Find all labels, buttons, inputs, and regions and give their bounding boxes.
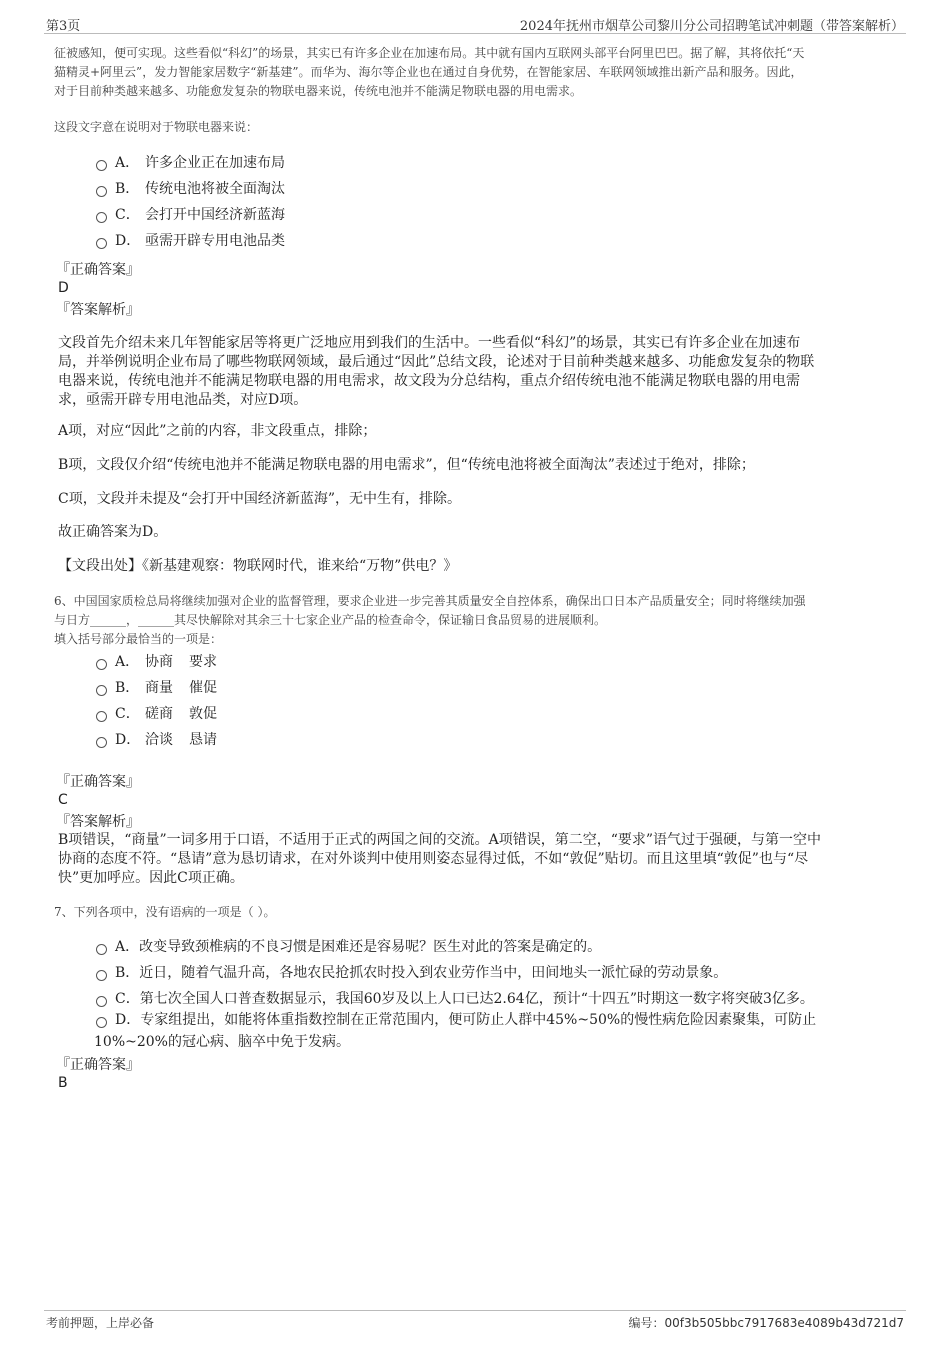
q5-conclusion: 故正确答案为D。 bbox=[58, 524, 168, 540]
q7-option-c[interactable] bbox=[96, 989, 814, 1009]
radio-icon[interactable] bbox=[96, 685, 107, 696]
analysis-line: B项错误，“商量”一词多用于口语，不适用于正式的两国之间的交流。A项错误，第二空，“要求”语气过于强硬，与第一空中 bbox=[58, 832, 822, 848]
option-letter: D． bbox=[115, 233, 141, 249]
analysis-line: 文段首先介绍未来几年智能家居等将更广泛地应用到我们的生活中。一些看似“科幻”的场景，其实已有许多企业在加速布 bbox=[58, 335, 801, 351]
q6-option-b[interactable] bbox=[96, 678, 217, 698]
option-word-1: 磋商 bbox=[145, 706, 173, 722]
q5-option-b[interactable] bbox=[96, 179, 285, 199]
analysis-line: 求，亟需开辟专用电池品类，对应D项。 bbox=[58, 392, 308, 408]
correct-answer: B bbox=[58, 1075, 68, 1091]
option-word-2: 敦促 bbox=[189, 706, 217, 722]
radio-icon[interactable] bbox=[96, 970, 107, 981]
document-id-code: 00f3b505bbc7917683e4089b43d721d7 bbox=[664, 1316, 904, 1330]
option-text: 亟需开辟专用电池品类 bbox=[145, 233, 285, 249]
option-letter: D． bbox=[115, 732, 141, 748]
q5-option-c[interactable] bbox=[96, 205, 285, 225]
header-divider bbox=[44, 33, 906, 34]
stem-line: 与日方______，______其尽快解除对其余三十七家企业产品的检查命令，保证输日食品贸易的进展顺利。 bbox=[54, 613, 607, 627]
option-text: B．近日，随着气温升高，各地农民抢抓农时投入到农业劳作当中，田间地头一派忙碌的劳动景象。 bbox=[115, 965, 728, 981]
correct-answer: D bbox=[58, 280, 69, 296]
document-id-label: 编号： bbox=[628, 1316, 665, 1330]
q5-note-b: B项，文段仅介绍“传统电池并不能满足物联电器的用电需求”，但“传统电池将被全面淘汰”表述过于绝对，排除； bbox=[58, 457, 755, 473]
q5-note-a: A项，对应“因此”之前的内容，非文段重点，排除； bbox=[58, 423, 377, 439]
q7-option-b[interactable] bbox=[96, 963, 727, 983]
option-text: A．改变导致颈椎病的不良习惯是困难还是容易呢？医生对此的答案是确定的。 bbox=[115, 939, 602, 955]
q7-option-d-continuation: 10%~20%的冠心病、脑卒中免于发病。 bbox=[94, 1034, 350, 1050]
stem-line: 6、中国国家质检总局将继续加强对企业的监督管理，要求企业进一步完善其质量安全自控体系，确保出口日本产品质量安全；同时将继续加强 bbox=[54, 594, 806, 608]
q7-stem: 7、下列各项中，没有语病的一项是（ ）。 bbox=[54, 905, 276, 919]
q6-option-d[interactable] bbox=[96, 730, 217, 750]
page-number: 第3页 bbox=[46, 19, 81, 34]
option-word-2: 要求 bbox=[189, 654, 217, 670]
radio-icon[interactable] bbox=[96, 160, 107, 171]
radio-icon[interactable] bbox=[96, 996, 107, 1007]
option-text: 传统电池将被全面淘汰 bbox=[145, 181, 285, 197]
document-id bbox=[628, 1314, 904, 1331]
passage-line: 猫精灵+阿里云”，发力智能家居数字“新基建”。而华为、海尔等企业也在通过自身优势，在智能家居、车联网领域推出新产品和服务。因此， bbox=[54, 65, 803, 79]
q6-option-a[interactable] bbox=[96, 652, 217, 672]
radio-icon[interactable] bbox=[96, 711, 107, 722]
option-word-1: 洽谈 bbox=[145, 732, 173, 748]
option-letter: A． bbox=[115, 654, 140, 670]
footer-divider bbox=[44, 1310, 906, 1311]
option-word-2: 恳请 bbox=[189, 732, 217, 748]
stem-line: 填入括号部分最恰当的一项是： bbox=[54, 632, 223, 646]
document-title: 2024年抚州市烟草公司黎川分公司招聘笔试冲刺题（带答案解析） bbox=[519, 19, 904, 34]
q5-stem: 这段文字意在说明对于物联电器来说： bbox=[54, 120, 259, 134]
passage-line: 征被感知，便可实现。这些看似“科幻”的场景，其实已有许多企业在加速布局。其中就有国内互联网头部平台阿里巴巴。据了解，其将依托“天 bbox=[54, 46, 805, 60]
q5-note-c: C项，文段并未提及“会打开中国经济新蓝海”，无中生有，排除。 bbox=[58, 491, 462, 507]
option-letter: B． bbox=[115, 680, 140, 696]
radio-icon[interactable] bbox=[96, 212, 107, 223]
radio-icon[interactable] bbox=[96, 659, 107, 670]
radio-icon[interactable] bbox=[96, 737, 107, 748]
option-text: 许多企业正在加速布局 bbox=[145, 155, 285, 171]
radio-icon[interactable] bbox=[96, 186, 107, 197]
passage-line: 对于目前种类越来越多、功能愈发复杂的物联电器来说，传统电池并不能满足物联电器的用电需求。 bbox=[54, 84, 583, 98]
q5-option-a[interactable] bbox=[96, 153, 285, 173]
option-letter: B． bbox=[115, 181, 140, 197]
analysis-line: 快”更加呼应。因此C项正确。 bbox=[58, 870, 244, 886]
q6-option-c[interactable] bbox=[96, 704, 217, 724]
footer-slogan: 考前押题，上岸必备 bbox=[46, 1316, 155, 1330]
q6-stem bbox=[54, 592, 806, 649]
correct-answer: C bbox=[58, 792, 68, 808]
answer-label: 『正确答案』 bbox=[56, 774, 140, 790]
analysis-label: 『答案解析』 bbox=[56, 302, 140, 318]
q5-source: 【文段出处】《新基建观察：物联网时代，谁来给“万物”供电？》 bbox=[58, 558, 458, 574]
option-letter: C． bbox=[115, 706, 140, 722]
option-word-2: 催促 bbox=[189, 680, 217, 696]
q5-option-d[interactable] bbox=[96, 231, 285, 251]
option-text: D．专家组提出，如能将体重指数控制在正常范围内，便可防止人群中45%~50%的慢性病危险因素聚集，可防止 bbox=[115, 1012, 817, 1028]
analysis-label: 『答案解析』 bbox=[56, 814, 140, 830]
option-letter: C． bbox=[115, 207, 140, 223]
answer-label: 『正确答案』 bbox=[56, 1057, 140, 1073]
q6-analysis bbox=[58, 831, 821, 888]
radio-icon[interactable] bbox=[96, 1017, 107, 1028]
option-letter: A． bbox=[115, 155, 140, 171]
q7-option-a[interactable] bbox=[96, 937, 601, 957]
radio-icon[interactable] bbox=[96, 238, 107, 249]
q5-passage bbox=[54, 44, 804, 101]
q5-analysis bbox=[58, 334, 814, 410]
q7-option-d[interactable] bbox=[96, 1010, 816, 1030]
analysis-line: 电器来说，传统电池并不能满足物联电器的用电需求，故文段为分总结构，重点介绍传统电池不能满足物联电器的用电需 bbox=[58, 373, 800, 389]
radio-icon[interactable] bbox=[96, 944, 107, 955]
option-text: C．第七次全国人口普查数据显示，我国60岁及以上人口已达2.64亿，预计“十四五”时期这一数字将突破3亿多。 bbox=[115, 991, 814, 1007]
analysis-line: 协商的态度不符。“恳请”意为恳切请求，在对外谈判中使用则姿态显得过低，不如“敦促”贴切。而且这里填“敦促”也与“尽 bbox=[58, 851, 809, 867]
option-word-1: 商量 bbox=[145, 680, 173, 696]
analysis-line: 局，并举例说明企业布局了哪些物联网领域，最后通过“因此”总结文段，论述对于目前种类越来越多、功能愈发复杂的物联 bbox=[58, 354, 815, 370]
option-text: 会打开中国经济新蓝海 bbox=[145, 207, 285, 223]
answer-label: 『正确答案』 bbox=[56, 262, 140, 278]
option-word-1: 协商 bbox=[145, 654, 173, 670]
